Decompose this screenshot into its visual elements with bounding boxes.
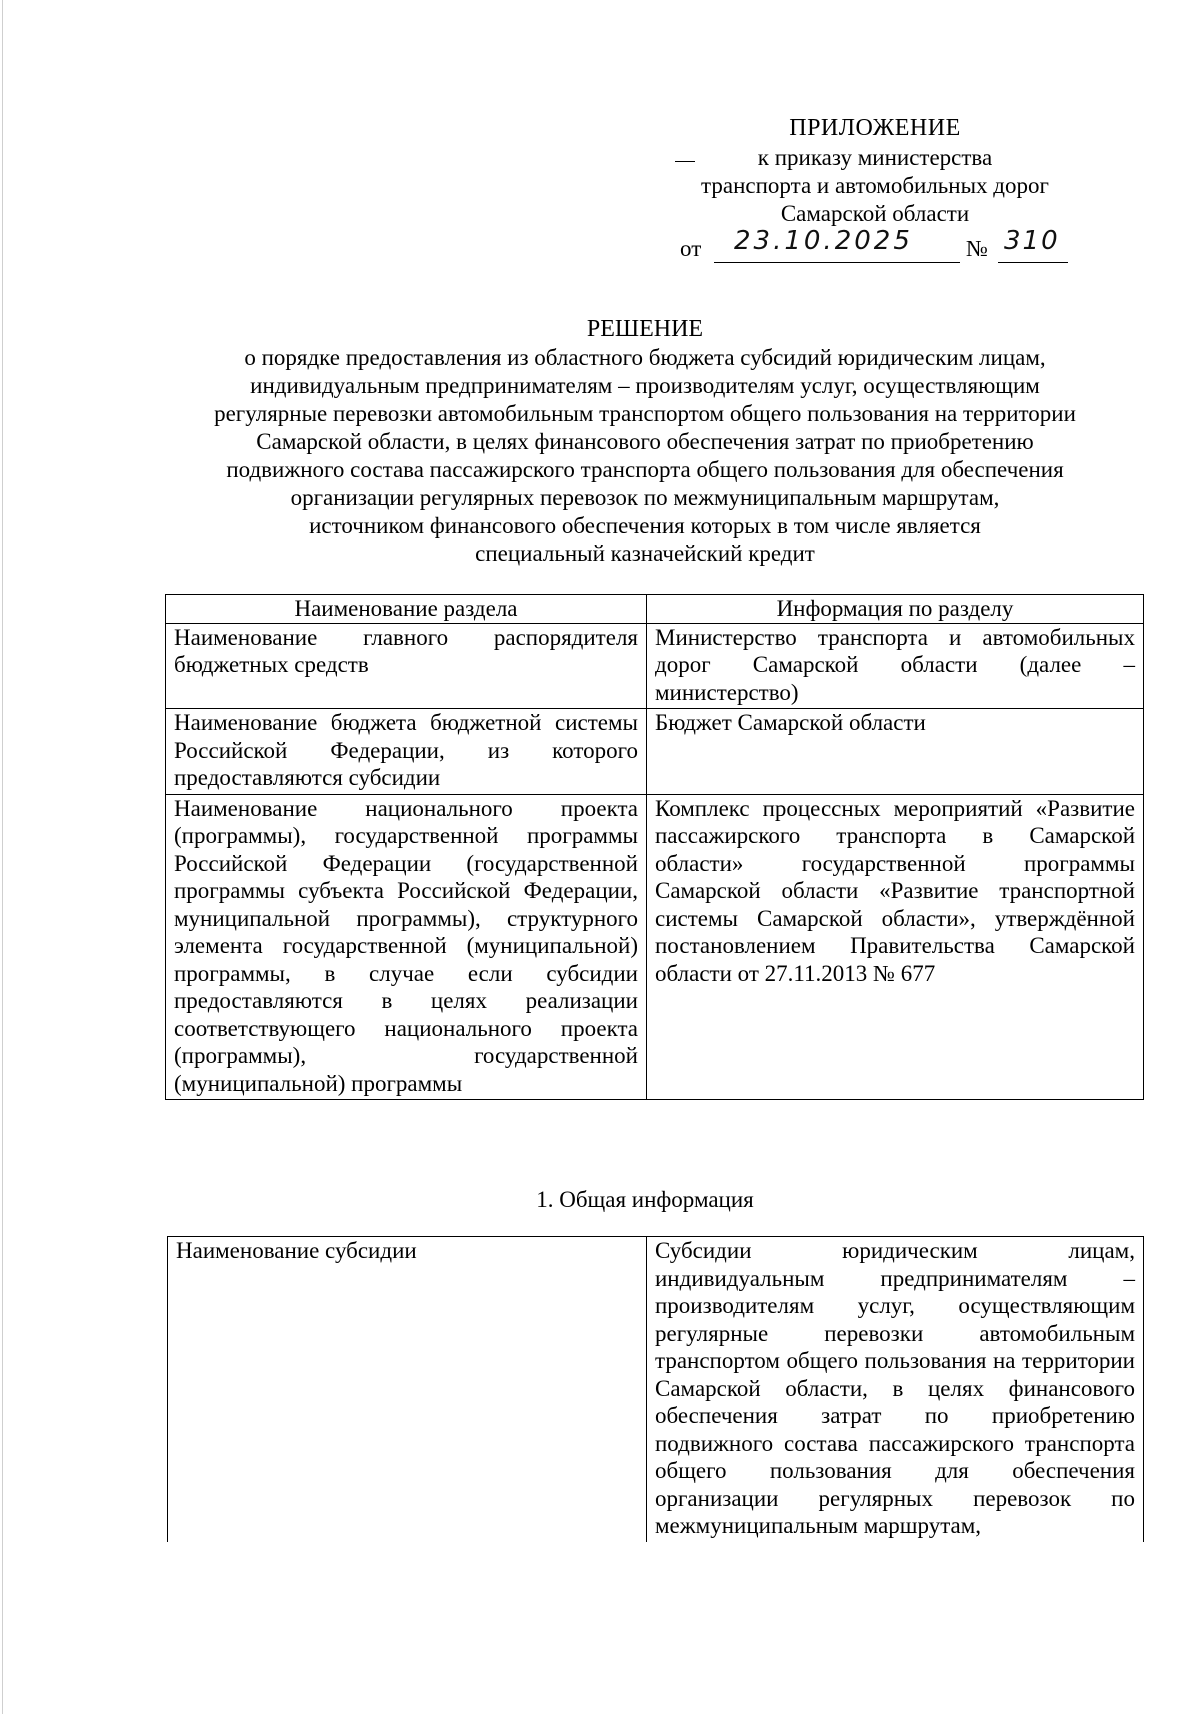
decision-title-block — [150, 314, 1140, 568]
table-row — [166, 623, 1144, 709]
appendix-line: транспорта и автомобильных дорог — [701, 173, 1049, 198]
dash-mark — [675, 161, 695, 162]
decision-subtitle-line: регулярные перевозки автомобильным транспортом общего пользования на территории — [214, 401, 1076, 426]
decision-subtitle-line: Самарской области, в целях финансового обеспечения затрат по приобретению — [256, 429, 1034, 454]
section-info-cell: Бюджет Самарской области — [647, 709, 1144, 795]
decision-heading: РЕШЕНИЕ — [586, 316, 704, 342]
decision-subtitle-line: подвижного состава пассажирского транспорта общего пользования для обеспечения — [226, 457, 1064, 482]
section-info-cell: Министерство транспорта и автомобильных дорог Самарской области (далее – министерство) — [647, 623, 1144, 709]
decision-subtitle-line: специальный казначейский кредит — [475, 541, 815, 566]
handwritten-number: 310 — [1004, 226, 1060, 256]
appendix-line: к приказу министерства — [757, 145, 993, 170]
decision-subtitle-line: организации регулярных перевозок по межмуниципальным маршрутам, — [290, 485, 1000, 510]
table-row — [166, 709, 1144, 795]
general-info-table — [167, 1236, 1144, 1542]
decision-subtitle-line: источником финансового обеспечения которых в том числе является — [309, 513, 981, 538]
section-heading: 1. Общая информация — [536, 1187, 754, 1212]
column-header: Наименование раздела — [166, 595, 647, 624]
number-field — [998, 226, 1068, 263]
subsidy-name-label-cell: Наименование субсидии — [168, 1237, 647, 1542]
section-name-cell: Наименование главного распорядителя бюджетных средств — [166, 623, 647, 709]
date-field — [714, 226, 960, 263]
decision-subtitle-line: о порядке предоставления из областного бюджета субсидий юридическим лицам, — [244, 345, 1046, 370]
subsidy-name-value-cell: Субсидии юридическим лицам, индивидуальным предпринимателям – производителям услуг, осуществляющим регулярные перевозки автомобильным транспортом общего пользования на территории Самарской области, в целях финансового обеспечения затрат по приобретению подвижного состава пассажирского транспорта общего пользования для обеспечения организации регулярных перевозок по межмуниципальным маршрутам, — [647, 1237, 1144, 1542]
column-header: Информация по разделу — [647, 595, 1144, 624]
appendix-title: ПРИЛОЖЕНИЕ — [789, 115, 961, 141]
appendix-line: Самарской области — [780, 201, 970, 226]
table-row — [166, 794, 1144, 1100]
table-row — [168, 1237, 1144, 1542]
section-info-cell: Комплекс процессных мероприятий «Развитие пассажирского транспорта в Самарской области» государственной программы Самарской области «Развитие транспортной системы Самарской области», утверждённой постановлением Правительства Самарской области от 27.11.2013 № 677 — [647, 794, 1144, 1100]
decision-subtitle-line: индивидуальным предпринимателям – производителям услуг, осуществляющим — [250, 373, 1040, 398]
scan-edge — [2, 0, 3, 1714]
handwritten-date: 23.10.2025 — [734, 226, 913, 256]
section-name-cell: Наименование бюджета бюджетной системы Российской Федерации, из которого предоставляются субсидии — [166, 709, 647, 795]
order-date-number — [680, 226, 1080, 266]
section-info-table — [165, 594, 1144, 1100]
section-name-cell: Наименование национального проекта (программы), государственной программы Российской Федерации (государственной программы субъекта Российской Федерации, муниципальной программы), структурного элемента государственной (муниципальной) программы, в случае если субсидии предоставляются в целях реализации соответствующего национального проекта (программы), государственной (муниципальной) программы — [166, 794, 647, 1100]
number-label: № — [966, 236, 988, 261]
date-label: от — [680, 236, 702, 261]
table-header-row — [166, 595, 1144, 624]
appendix-header — [680, 114, 1070, 228]
